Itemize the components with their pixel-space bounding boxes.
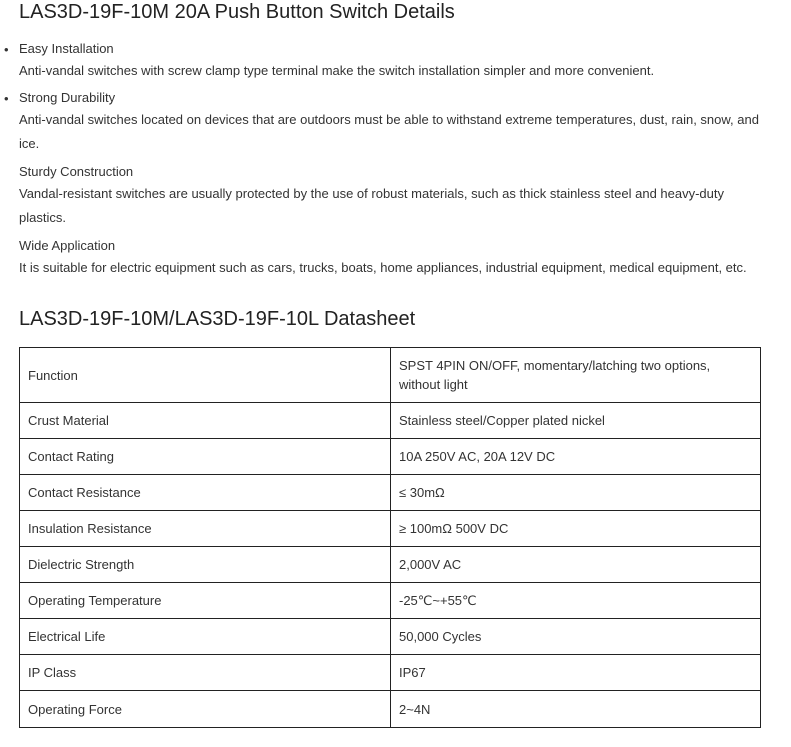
feature-title: Strong Durability <box>19 90 116 105</box>
spec-label: Insulation Resistance <box>20 511 391 547</box>
feature-description: Anti-vandal switches located on devices that are outdoors must be able to withstand extreme temperatures, dust, rain, snow, and ice. <box>19 112 759 151</box>
table-row <box>20 619 761 655</box>
spec-value: ≥ 100mΩ 500V DC <box>391 511 761 547</box>
spec-label: Contact Resistance <box>20 475 391 511</box>
datasheet-table <box>19 347 761 728</box>
datasheet-heading: LAS3D-19F-10M/LAS3D-19F-10L Datasheet <box>19 308 416 330</box>
spec-label: Function <box>20 348 391 403</box>
feature-title: Sturdy Construction <box>19 164 134 179</box>
feature-description: Vandal-resistant switches are usually protected by the use of robust materials, such as thick stainless steel and heavy-duty plastics. <box>19 186 725 225</box>
spec-value: 2~4N <box>391 691 761 728</box>
details-heading: LAS3D-19F-10M 20A Push Button Switch Details <box>19 1 455 23</box>
feature-item <box>19 162 764 230</box>
spec-value: 50,000 Cycles <box>391 619 761 655</box>
table-row <box>20 348 761 403</box>
table-row <box>20 547 761 583</box>
spec-value: IP67 <box>391 655 761 691</box>
spec-label: Operating Temperature <box>20 583 391 619</box>
feature-description: It is suitable for electric equipment such as cars, trucks, boats, home appliances, industrial equipment, medical equipment, etc. <box>19 260 747 275</box>
spec-label: Contact Rating <box>20 439 391 475</box>
spec-value: SPST 4PIN ON/OFF, momentary/latching two options, without light <box>391 348 761 403</box>
table-row <box>20 691 761 728</box>
spec-label: IP Class <box>20 655 391 691</box>
table-row <box>20 655 761 691</box>
spec-value: -25℃~+55℃ <box>391 583 761 619</box>
spec-value: Stainless steel/Copper plated nickel <box>391 403 761 439</box>
feature-item <box>4 39 764 83</box>
table-row <box>20 439 761 475</box>
feature-title: Wide Application <box>19 238 116 253</box>
spec-label: Electrical Life <box>20 619 391 655</box>
spec-label: Dielectric Strength <box>20 547 391 583</box>
spec-label: Operating Force <box>20 691 391 728</box>
table-row <box>20 511 761 547</box>
table-row <box>20 475 761 511</box>
spec-value: 2,000V AC <box>391 547 761 583</box>
spec-label: Crust Material <box>20 403 391 439</box>
table-row <box>20 403 761 439</box>
spec-value: 10A 250V AC, 20A 12V DC <box>391 439 761 475</box>
feature-list <box>4 39 764 280</box>
table-row <box>20 583 761 619</box>
bullet-icon: • <box>4 91 9 106</box>
bullet-icon: • <box>4 42 9 57</box>
feature-item <box>4 88 764 156</box>
feature-description: Anti-vandal switches with screw clamp type terminal make the switch installation simpler and more convenient. <box>19 63 655 78</box>
spec-value: ≤ 30mΩ <box>391 475 761 511</box>
feature-title: Easy Installation <box>19 41 114 56</box>
feature-item <box>19 236 764 280</box>
